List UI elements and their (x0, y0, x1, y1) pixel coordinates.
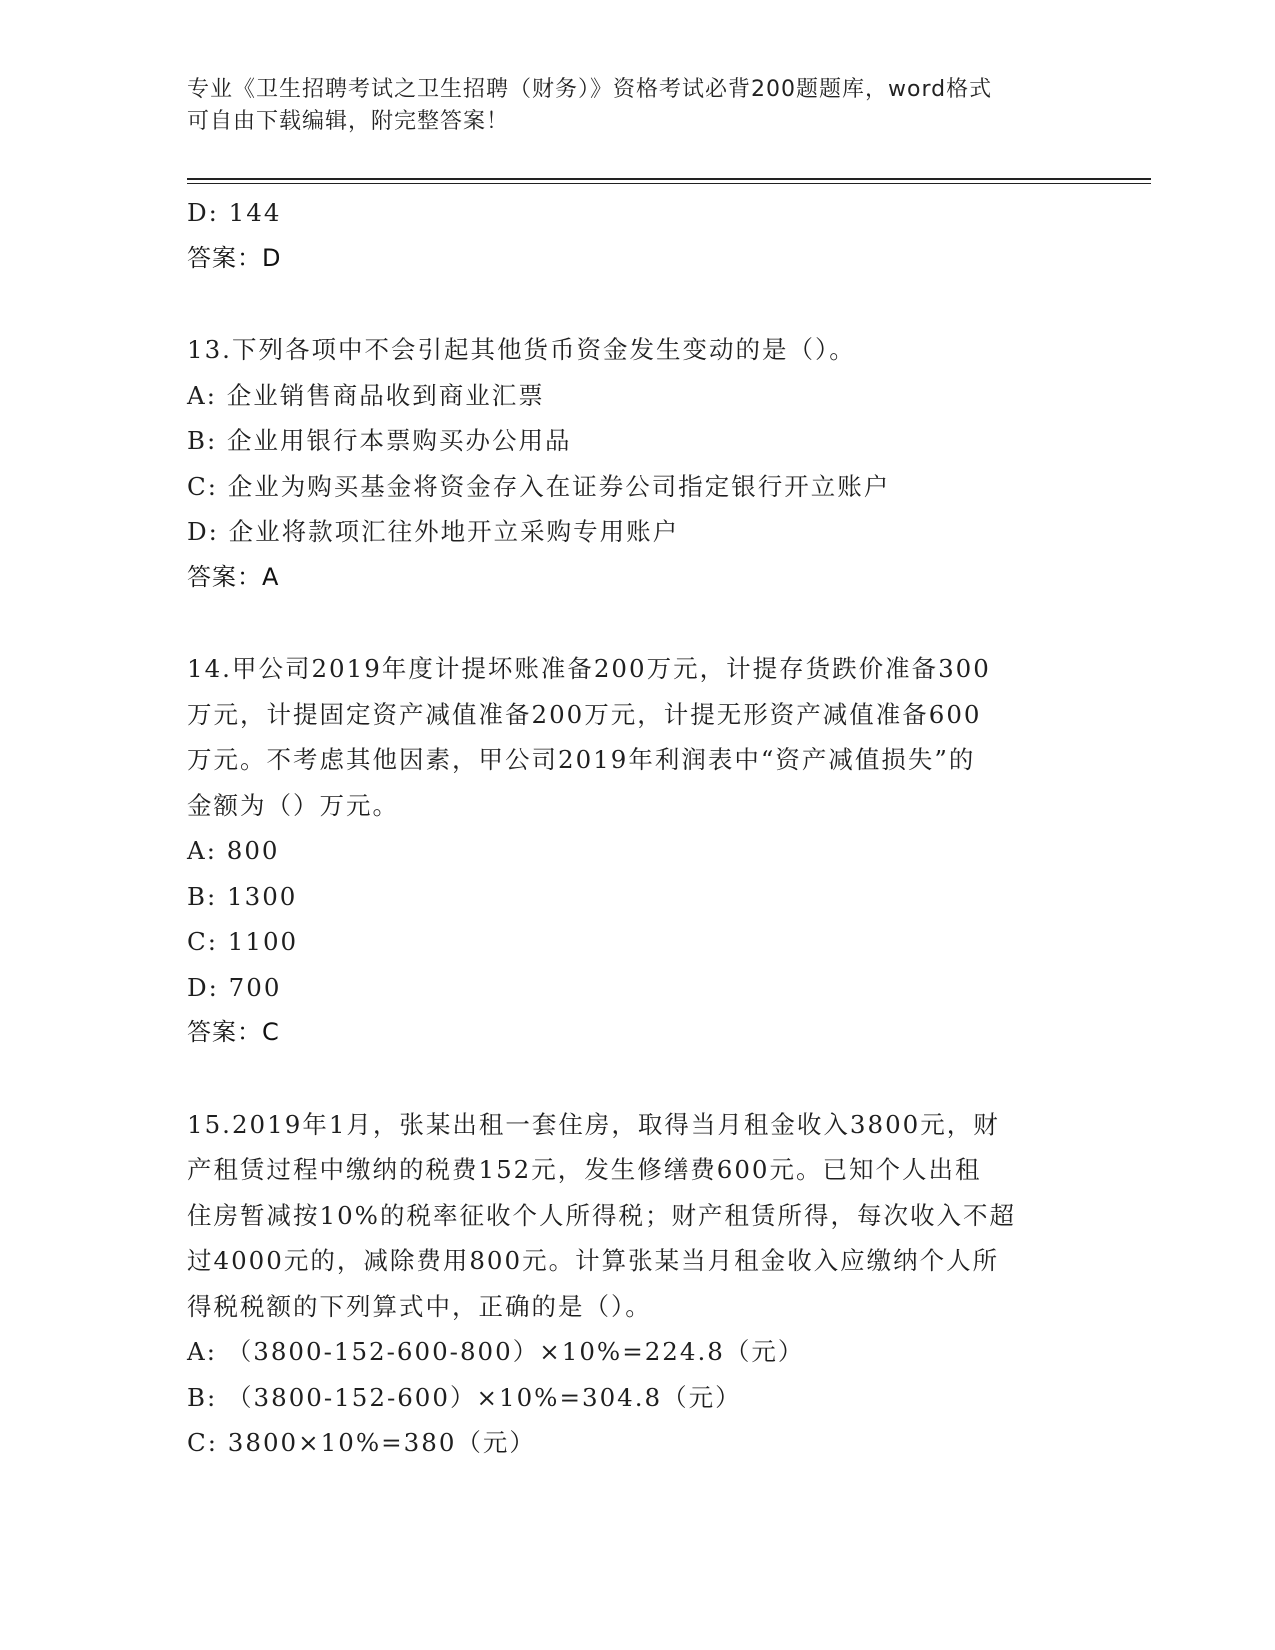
question-15-stem-line-3: 住房暂减按10%的税率征收个人所得税；财产租赁所得，每次收入不超 (187, 1200, 1016, 1230)
question-15-stem-line-2: 产租赁过程中缴纳的税费152元，发生修缮费600元。已知个人出租 (187, 1155, 982, 1184)
document-header (187, 74, 1067, 138)
question-13 (187, 327, 1087, 600)
header-divider-thick (187, 178, 1151, 180)
question-15 (187, 1102, 1087, 1466)
question-14 (187, 646, 1087, 1056)
question-15-stem-line-1: 15.2019年1月，张某出租一套住房，取得当月租金收入3800元，财 (187, 1109, 1000, 1139)
question-spacer (187, 281, 1087, 327)
question-14-option-a: A: 800 (187, 836, 280, 865)
question-13-option-d: D: 企业将款项汇往外地开立采购专用账户 (187, 517, 680, 546)
question-13-option-c: C: 企业为购买基金将资金存入在证券公司指定银行开立账户 (187, 471, 891, 501)
question-13-option-a: A: 企业销售商品收到商业汇票 (187, 380, 545, 410)
question-12-option-d: D: 144 (187, 198, 282, 227)
question-14-option-d: D: 700 (187, 972, 282, 1002)
question-15-option-b: B: （3800-152-600）×10%=304.8（元） (187, 1382, 742, 1412)
question-15-stem-line-4: 过4000元的，减除费用800元。计算张某当月租金收入应缴纳个人所 (187, 1246, 1000, 1275)
question-15-option-a: A: （3800-152-600-800）×10%=224.8（元） (187, 1337, 805, 1366)
question-14-stem-line-3: 万元。不考虑其他因素，甲公司2019年利润表中“资产减值损失”的 (187, 745, 976, 774)
question-13-answer: 答案：A (187, 562, 280, 591)
question-14-option-b: B: 1300 (187, 881, 298, 911)
question-spacer (187, 600, 1087, 646)
question-14-answer: 答案：C (187, 1018, 280, 1046)
question-14-stem-line-2: 万元，计提固定资产减值准备200万元，计提无形资产减值准备600 (187, 699, 982, 729)
question-15-stem-line-5: 得税税额的下列算式中，正确的是（）。 (187, 1291, 652, 1321)
question-15-option-c: C: 3800×10%=380（元） (187, 1428, 536, 1457)
question-13-option-b: B: 企业用银行本票购买办公用品 (187, 426, 572, 455)
question-14-stem-line-1: 14.甲公司2019年度计提坏账准备200万元，计提存货跌价准备300 (187, 654, 991, 683)
header-divider-thin (187, 183, 1151, 184)
question-14-stem-line-4: 金额为（）万元。 (187, 790, 399, 820)
question-13-stem: 13.下列各项中不会引起其他货币资金发生变动的是（）。 (187, 335, 856, 364)
question-12-tail (187, 190, 1087, 281)
question-12-answer: 答案：D (187, 243, 282, 272)
header-title-line-2: 可自由下载编辑，附完整答案！ (187, 109, 510, 134)
question-14-option-c: C: 1100 (187, 927, 299, 956)
question-spacer (187, 1056, 1087, 1102)
header-title-line-1: 专业《卫生招聘考试之卫生招聘（财务）》资格考试必背200题题库，word格式 (187, 77, 993, 102)
question-content (187, 190, 1087, 1466)
